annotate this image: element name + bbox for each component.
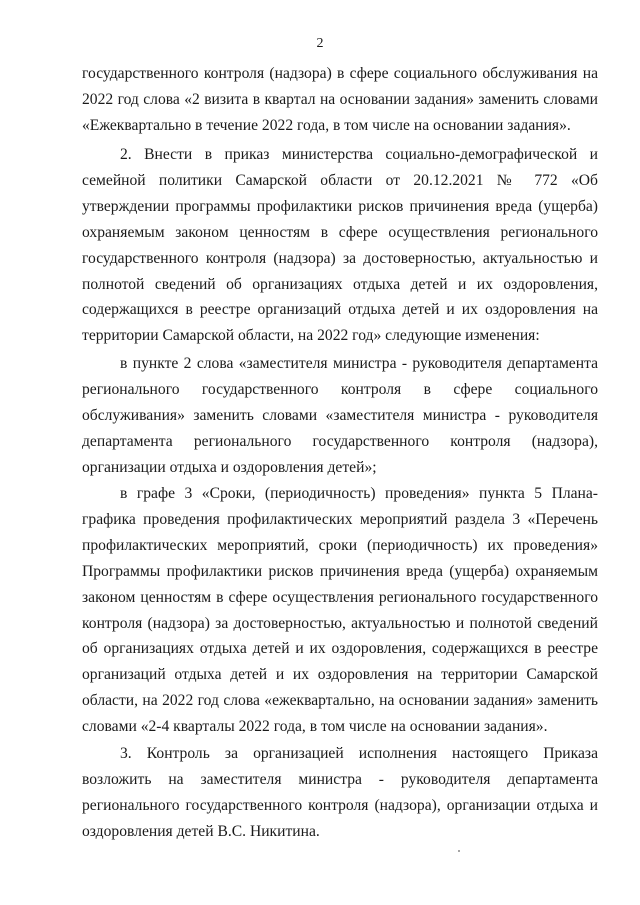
scan-speck [458,850,460,852]
paragraph-3: в пункте 2 слова «заместителя министра - руководителя департамента регионального государственного контроля в сфере социального обслуживания» заменить словами «заместителя министра - руководителя департамента регионального государственного контроля (надзора), организации отдыха и оздоровления детей»; [82,355,598,476]
paragraph-5: 3. Контроль за организацией исполнения настоящего Приказа возложить на заместителя министра - руководителя департамента регионального государственного контроля (надзора), организации отдыха и оздоровления детей В.С. Никитина. [82,745,598,840]
paragraph-1: государственного контроля (надзора) в сфере социального обслуживания на 2022 год слова «2 визита в квартал на основании задания» заменить словами «Ежеквартально в течение 2022 года, в том числе на основании задания». [82,65,598,134]
paragraph-point-2-change [82,351,598,481]
paragraph-continuation [82,61,598,139]
paragraph-column-3-change [82,481,598,740]
paragraph-2: 2. Внести в приказ министерства социально-демографической и семейной политики Самарской области от 20.12.2021 № 772 «Об утверждении программы профилактики рисков причинения вреда (ущерба) охраняемым законом ценностям в сфере осуществления регионального государственного контроля (надзора) за достоверностью, актуальностью и полнотой сведений об организациях отдыха детей и их оздоровления, содержащихся в реестре организаций отдыха детей и их оздоровления на территории Самарской области, на 2022 год» следующие изменения: [82,146,598,345]
paragraph-item-2 [82,142,598,349]
page-number: 2 [316,36,324,51]
paragraph-item-3 [82,741,598,845]
paragraph-4: в графе 3 «Сроки, (периодичность) проведения» пункта 5 Плана-графика проведения профилактических мероприятий раздела 3 «Перечень профилактических мероприятий, сроки (периодичность) их проведения» Программы профилактики рисков причинения вреда (ущерба) охраняемым законом ценностям в сфере осуществления регионального государственного контроля (надзора) за достоверностью, актуальностью и полнотой сведений об организациях отдыха детей и их оздоровления, содержащихся в реестре организаций отдыха детей и их оздоровления на территории Самарской области, на 2022 год слова «ежеквартально, на основании задания» заменить словами «2-4 кварталы 2022 года, в том числе на основании задания». [82,485,598,736]
